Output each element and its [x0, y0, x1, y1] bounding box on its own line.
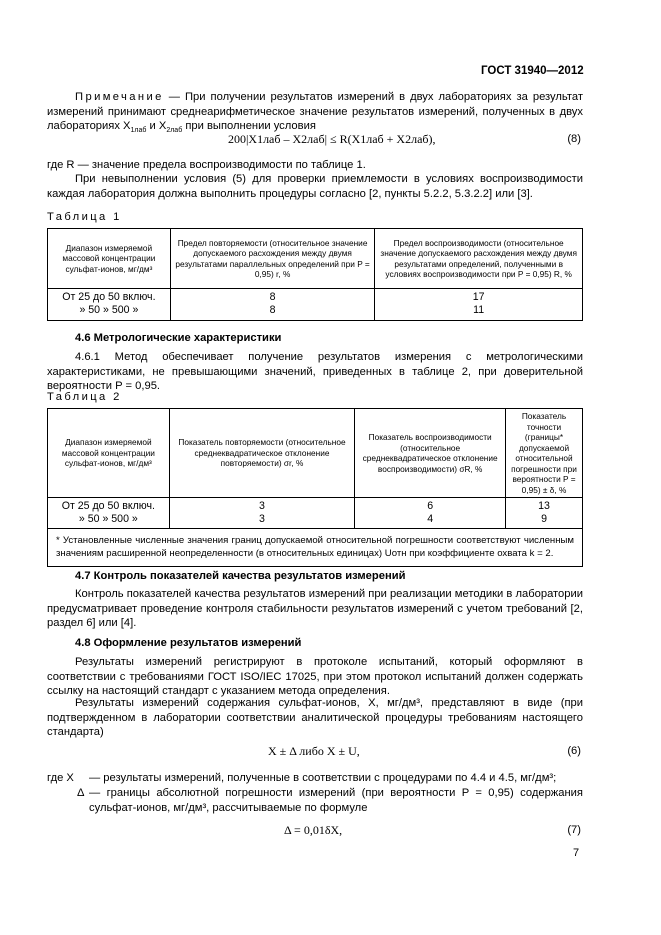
- page-number: 7: [573, 847, 580, 859]
- formula-7-number: (7): [567, 824, 581, 836]
- table1-header-range: Диапазон измеряемой массовой концентрации сульфат-ионов, мг/дм³: [48, 229, 171, 289]
- table1-header-reproducibility: Предел воспроизводимости (относительное значение допускаемого расхождения между двумя результатами определений, полученными в условиях воспроизводимости при P = 0,95) R, %: [375, 229, 583, 289]
- formula-5-number: (8): [567, 133, 581, 145]
- table1-header-repeatability: Предел повторяемости (относительное значение допускаемого расхождения между двумя результатами параллельных определений при P = 0,95) r, %: [170, 229, 375, 289]
- section-4-6-text: 4.6.1 Метод обеспечивает получение результатов измерения с метрологическими характеристиками, не превышающими значений, приведенных в таблице 2, при доверительной вероятности P = 0,95.: [47, 351, 583, 392]
- formula-7-text: Δ = 0,01δX,: [284, 823, 343, 837]
- formula-6-text: X ± Δ либо X ± U,: [268, 744, 360, 758]
- formula-7: [284, 823, 342, 838]
- table2-footnote: * Установленные численные значения границ допускаемой относительной погрешности соответствуют численным значениям расширенной неопределенности (в относительных единицах) Uотн при коэффициенте охвата k = 2.: [48, 529, 583, 567]
- where-R-paragraph: где R — значение предела воспроизводимости по таблице 1.: [47, 159, 366, 171]
- section-4-8-text-1: Результаты измерений регистрируют в протоколе испытаний, который оформляют в соответствии с требованиями ГОСТ ISO/IEC 17025, при этом протокол испытаний должен содержать ссылку на настоящий стандарт с указанием метода определения.: [47, 656, 583, 697]
- table2-repeatability-values: 3 3: [169, 498, 355, 529]
- section-4-7-text: Контроль показателей качества результатов измерений при реализации методики в лаборатории предусматривает проведение контроля стабильности результатов измерений с учетом требований [2, раздел 6] или [4].: [47, 588, 583, 629]
- failure-paragraph: При невыполнении условия (5) для проверки приемлемости в условиях воспроизводимости каждая лаборатория должна выполнить процедуры согласно [2, пункты 5.2.2, 5.3.2.2] или [3].: [47, 173, 583, 200]
- where-text-delta: — границы абсолютной погрешности измерений (при вероятности P = 0,95) содержания сульфат-ионов, мг/дм³, рассчитываемые по формуле: [89, 787, 583, 814]
- section-4-8-title: 4.8 Оформление результатов измерений: [75, 637, 302, 649]
- table2-caption: Таблица 2: [47, 391, 122, 403]
- where-symbol-delta: Δ: [77, 787, 85, 799]
- table2-header-range: Диапазон измеряемой массовой концентрации сульфат-ионов, мг/дм³: [48, 409, 170, 498]
- table2-header-accuracy: Показатель точности (границы* допускаемой относительной погрешности при вероятности P = 0,95) ± δ, %: [506, 409, 583, 498]
- formula-6: [268, 744, 360, 759]
- section-4-8-text-2: Результаты измерений содержания сульфат-ионов, X, мг/дм³, представляют в виде (при подтвержденном в лаборатории соответствии аналитической процедуры требованиям настоящего стандарта): [47, 697, 583, 738]
- note-label: Примечание: [75, 91, 164, 103]
- formula-6-number: (6): [567, 745, 581, 757]
- table2-ranges: От 25 до 50 включ. » 50 » 500 »: [48, 498, 170, 529]
- section-4-6-title: 4.6 Метрологические характеристики: [75, 332, 282, 344]
- formula-5: [228, 132, 436, 147]
- standard-header: ГОСТ 31940—2012: [481, 65, 584, 77]
- note-paragraph: Примечание — При получении результатов измерений в двух лабораториях за результат измерений принимают среднеарифметическое значение результатов измерений, полученных в двух лабораториях $X_{1лаб}$ и $X_{2лаб}$ при выполнении условия: [47, 91, 583, 135]
- table1-caption: Таблица 1: [47, 211, 122, 223]
- formula-5-text: 200|X1лаб – X2лаб| ≤ R(X1лаб + X2лаб),: [228, 132, 436, 146]
- where-symbol-x: где X: [47, 772, 74, 784]
- table2-accuracy-values: 13 9: [506, 498, 583, 529]
- table1-ranges: От 25 до 50 включ. » 50 » 500 »: [48, 289, 171, 321]
- section-4-7-title: 4.7 Контроль показателей качества результатов измерений: [75, 570, 406, 582]
- table2-reproducibility-values: 6 4: [355, 498, 506, 529]
- table2-header-reproducibility: Показатель воспроизводимости (относительное среднеквадратическое отклонение воспроизводимости) σR, %: [355, 409, 506, 498]
- table-2: [47, 408, 583, 567]
- where-text-x: — результаты измерений, полученные в соответствии с процедурами по 4.4 и 4.5, мг/дм³;: [89, 772, 557, 784]
- table1-repeatability-values: 8 8: [170, 289, 375, 321]
- table-1: [47, 228, 583, 321]
- table2-header-repeatability: Показатель повторяемости (относительное среднеквадратическое отклонение повторяемости) σr, %: [169, 409, 355, 498]
- table1-reproducibility-values: 17 11: [375, 289, 583, 321]
